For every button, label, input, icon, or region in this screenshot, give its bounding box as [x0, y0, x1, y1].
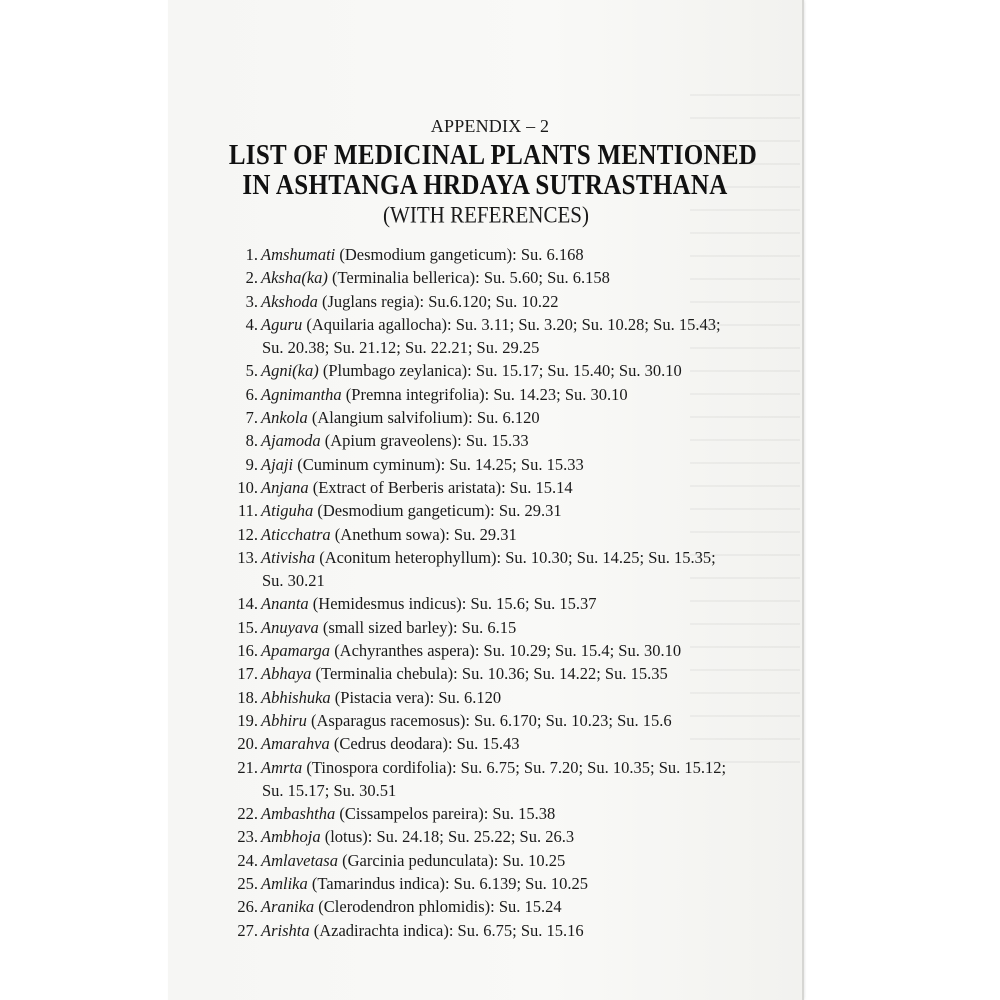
plant-botanical-name-and-references: (lotus): Su. 24.18; Su. 25.22; Su. 26.3	[320, 827, 575, 847]
plant-sanskrit-name: Amlavetasa	[261, 850, 338, 870]
list-item	[220, 639, 780, 662]
plant-sanskrit-name: Ambashtha	[261, 804, 336, 824]
list-item-number: 16.	[237, 641, 258, 661]
plant-sanskrit-name: Ajamoda	[261, 431, 321, 451]
plant-sanskrit-name: Abhishuka	[261, 687, 331, 707]
plant-botanical-name-and-references: (Cedrus deodara): Su. 15.43	[329, 734, 520, 754]
plant-sanskrit-name: Arishta	[261, 920, 310, 940]
list-item-number: 10.	[237, 477, 258, 497]
plant-botanical-name-and-references: (Terminalia chebula): Su. 10.36; Su. 14.22; Su. 15.35	[311, 664, 668, 684]
list-item	[220, 849, 780, 872]
plant-botanical-name-and-references: (Desmodium gangeticum): Su. 29.31	[313, 501, 562, 521]
page-title-line-1: LIST OF MEDICINAL PLANTS MENTIONED	[228, 140, 758, 171]
list-item-number: 14.	[237, 594, 258, 614]
references-continuation: Su. 20.38; Su. 21.12; Su. 22.21; Su. 29.25	[262, 338, 540, 358]
plant-botanical-name-and-references: (Aconitum heterophyllum): Su. 10.30; Su. 14.25; Su. 15.35;	[315, 547, 716, 567]
list-item	[220, 453, 780, 476]
plant-botanical-name-and-references: (Aquilaria agallocha): Su. 3.11; Su. 3.20; Su. 10.28; Su. 15.43;	[302, 314, 721, 334]
plant-sanskrit-name: Anuyava	[261, 617, 319, 637]
list-item	[220, 616, 780, 639]
list-item-number: 6.	[245, 384, 258, 404]
references-continuation: Su. 30.21	[262, 571, 325, 591]
plant-sanskrit-name: Amarahva	[261, 734, 330, 754]
plant-sanskrit-name: Ativisha	[261, 547, 316, 567]
list-item	[220, 313, 780, 360]
list-item-number: 26.	[237, 897, 258, 917]
plant-botanical-name-and-references: (Cuminum cyminum): Su. 14.25; Su. 15.33	[293, 454, 584, 474]
page-subtitle: (WITH REFERENCES)	[383, 201, 589, 229]
plant-botanical-name-and-references: (Clerodendron phlomidis): Su. 15.24	[314, 897, 562, 917]
plant-botanical-name-and-references: (Azadirachta indica): Su. 6.75; Su. 15.16	[309, 920, 584, 940]
plant-botanical-name-and-references: (Alangium salvifolium): Su. 6.120	[307, 408, 540, 428]
list-item-number: 15.	[237, 617, 258, 637]
list-item	[220, 546, 780, 593]
plant-sanskrit-name: Aranika	[261, 897, 315, 917]
plant-botanical-name-and-references: (Anethum sowa): Su. 29.31	[330, 524, 517, 544]
plant-botanical-name-and-references: (Hemidesmus indicus): Su. 15.6; Su. 15.37	[308, 594, 597, 614]
list-item-number: 23.	[237, 827, 258, 847]
list-item	[220, 895, 780, 918]
plant-botanical-name-and-references: (Tamarindus indica): Su. 6.139; Su. 10.25	[307, 874, 588, 894]
references-continuation: Su. 15.17; Su. 30.51	[262, 780, 397, 800]
list-item	[220, 266, 780, 289]
plant-sanskrit-name: Agnimantha	[261, 384, 342, 404]
plant-sanskrit-name: Amrta	[261, 757, 303, 777]
list-item	[220, 686, 780, 709]
plant-sanskrit-name: Ajaji	[261, 454, 294, 474]
list-item	[220, 662, 780, 685]
plant-botanical-name-and-references: (Cissampelos pareira): Su. 15.38	[335, 804, 556, 824]
list-item-number: 24.	[237, 850, 258, 870]
list-item-number: 8.	[245, 431, 258, 451]
page-title-line-2: IN ASHTANGA HRDAYA SUTRASTHANA	[242, 170, 728, 201]
plant-sanskrit-name: Ankola	[261, 408, 308, 428]
plant-botanical-name-and-references: (Juglans regia): Su.6.120; Su. 10.22	[317, 291, 559, 311]
list-item-number: 13.	[237, 547, 258, 567]
plant-sanskrit-name: Ambhoja	[261, 827, 321, 847]
plant-sanskrit-name: Ananta	[261, 594, 309, 614]
list-item-number: 25.	[237, 874, 258, 894]
list-item	[220, 476, 780, 499]
list-item	[220, 872, 780, 895]
plant-sanskrit-name: Abhiru	[261, 710, 307, 730]
list-item-number: 22.	[237, 804, 258, 824]
list-item	[220, 383, 780, 406]
plant-botanical-name-and-references: (Apium graveolens): Su. 15.33	[320, 431, 529, 451]
list-item-number: 17.	[237, 664, 258, 684]
list-item-number: 18.	[237, 687, 258, 707]
plant-list	[220, 243, 780, 942]
list-item	[220, 802, 780, 825]
plant-botanical-name-and-references: (Pistacia vera): Su. 6.120	[330, 687, 502, 707]
plant-botanical-name-and-references: (Garcinia pedunculata): Su. 10.25	[337, 850, 566, 870]
plant-botanical-name-and-references: (Desmodium gangeticum): Su. 6.168	[335, 245, 584, 264]
plant-sanskrit-name: Aguru	[261, 314, 303, 334]
plant-botanical-name-and-references: (Tinospora cordifolia): Su. 6.75; Su. 7.20; Su. 10.35; Su. 15.12;	[302, 757, 727, 777]
plant-sanskrit-name: Agni(ka)	[261, 361, 319, 381]
list-item	[220, 499, 780, 522]
plant-sanskrit-name: Abhaya	[261, 664, 312, 684]
list-item	[220, 406, 780, 429]
list-item-number: 3.	[245, 291, 258, 311]
list-item-number: 2.	[245, 268, 258, 288]
plant-botanical-name-and-references: (Achyranthes aspera): Su. 10.29; Su. 15.4; Su. 30.10	[330, 641, 682, 661]
list-item-number: 19.	[237, 710, 258, 730]
list-item-number: 9.	[245, 454, 258, 474]
plant-sanskrit-name: Atiguha	[261, 501, 314, 521]
list-item	[220, 732, 780, 755]
plant-botanical-name-and-references: (Premna integrifolia): Su. 14.23; Su. 30.10	[341, 384, 628, 404]
plant-botanical-name-and-references: (Terminalia bellerica): Su. 5.60; Su. 6.158	[327, 268, 610, 288]
plant-sanskrit-name: Amlika	[261, 874, 308, 894]
plant-botanical-name-and-references: (Extract of Berberis aristata): Su. 15.14	[308, 477, 573, 497]
list-item	[220, 592, 780, 615]
plant-botanical-name-and-references: (Plumbago zeylanica): Su. 15.17; Su. 15.40; Su. 30.10	[318, 361, 682, 381]
plant-sanskrit-name: Apamarga	[261, 641, 331, 661]
plant-sanskrit-name: Akshoda	[261, 291, 318, 311]
list-item-number: 4.	[245, 314, 258, 334]
list-item	[220, 709, 780, 732]
list-item-number: 7.	[245, 408, 258, 428]
plant-botanical-name-and-references: (small sized barley): Su. 6.15	[318, 617, 517, 637]
list-item	[220, 359, 780, 382]
list-item-number: 11.	[237, 501, 258, 521]
list-item	[220, 523, 780, 546]
list-item-number: 27.	[237, 920, 258, 940]
list-item-number: 12.	[237, 524, 258, 544]
list-item-number: 20.	[237, 734, 258, 754]
plant-sanskrit-name: Aksha(ka)	[261, 268, 328, 288]
list-item	[220, 243, 780, 266]
list-item-number: 21.	[237, 757, 258, 777]
plant-sanskrit-name: Anjana	[261, 477, 309, 497]
plant-sanskrit-name: Amshumati	[261, 245, 336, 264]
list-item-number: 5.	[245, 361, 258, 381]
list-item	[220, 756, 780, 803]
list-item-number: 1.	[245, 245, 258, 264]
list-item	[220, 290, 780, 313]
plant-sanskrit-name: Aticchatra	[261, 524, 331, 544]
list-item	[220, 429, 780, 452]
list-item	[220, 919, 780, 942]
list-item	[220, 825, 780, 848]
appendix-label: APPENDIX – 2	[430, 116, 550, 136]
plant-botanical-name-and-references: (Asparagus racemosus): Su. 6.170; Su. 10.23; Su. 15.6	[306, 710, 672, 730]
